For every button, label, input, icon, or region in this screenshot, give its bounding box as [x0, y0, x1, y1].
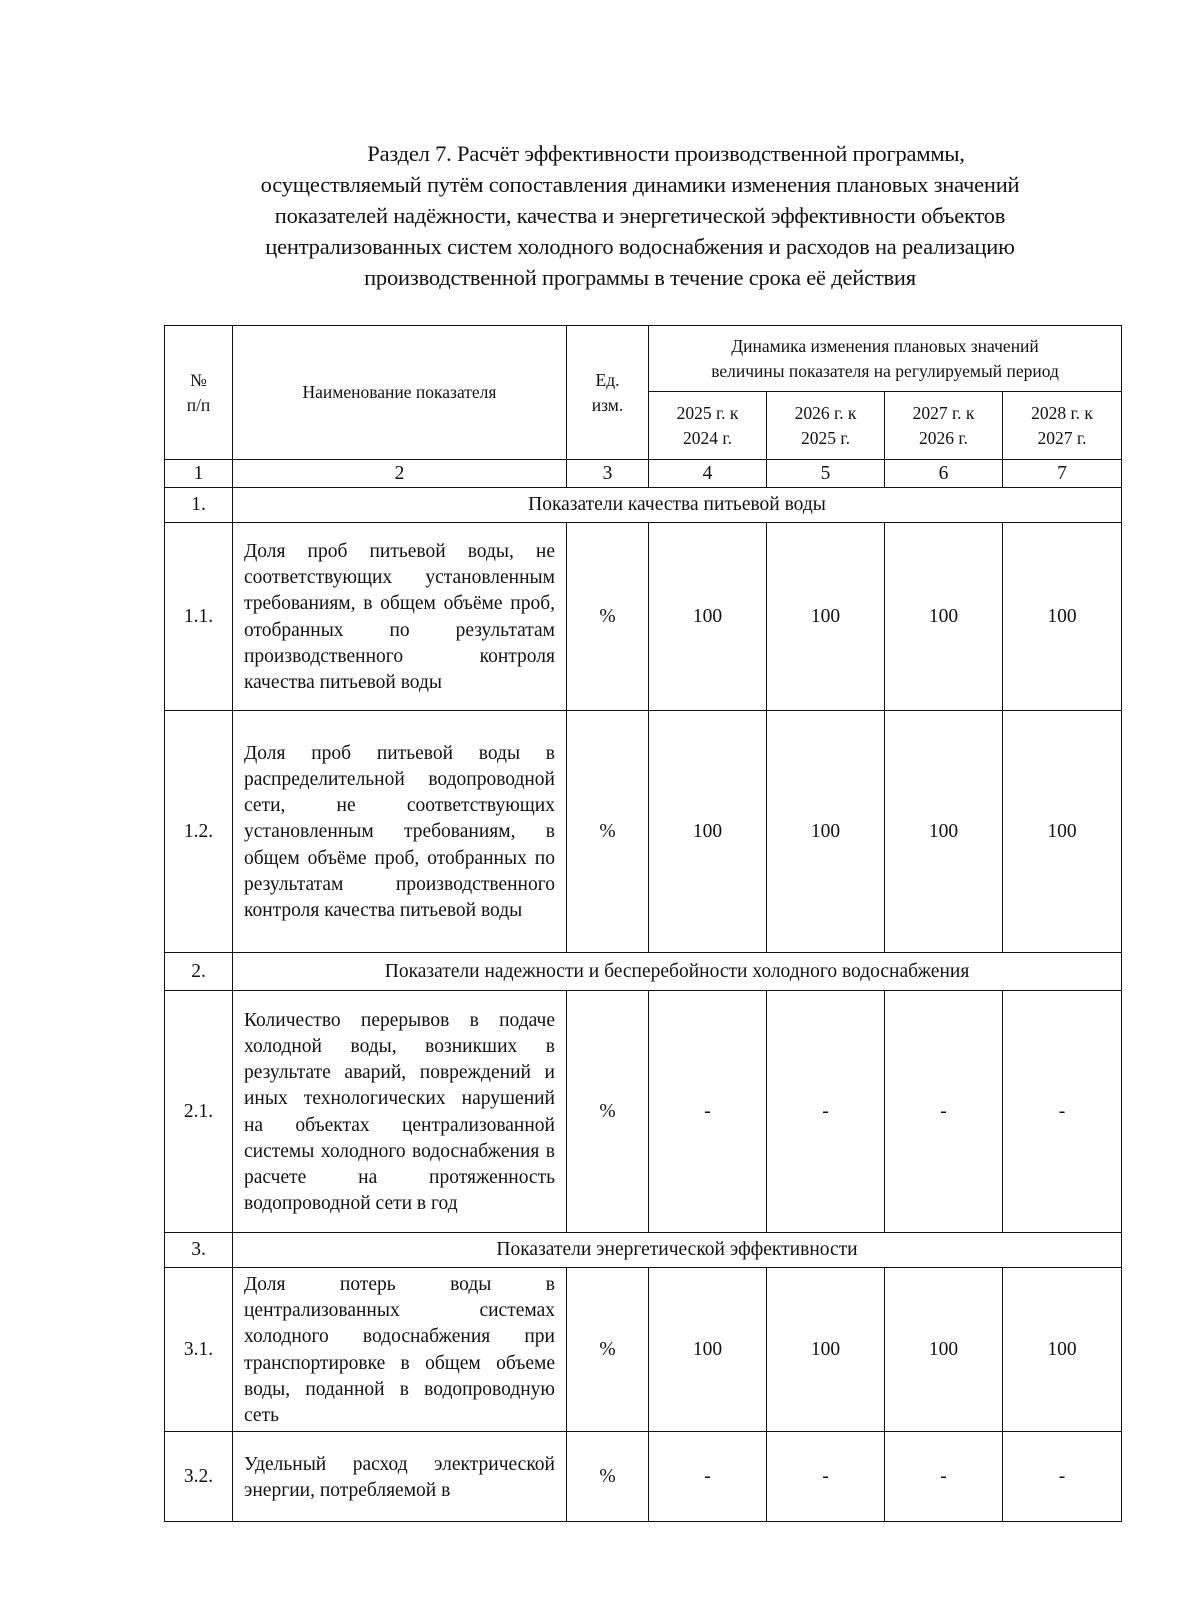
indicator-name: Доля проб питьевой воды, не соответствующих установленным требованиям, в общем объёме проб, отобранных по результатам производственного контроля качества питьевой воды [233, 523, 567, 711]
unit-cell: % [567, 1432, 649, 1522]
value-cell: - [1003, 1432, 1122, 1522]
column-number: 2 [233, 460, 567, 488]
unit-cell: % [567, 523, 649, 711]
value-cell: 100 [649, 523, 767, 711]
column-number: 4 [649, 460, 767, 488]
header-name: Наименование показателя [233, 326, 567, 460]
section-number: 1. [165, 488, 233, 523]
section-number: 3. [165, 1233, 233, 1268]
title-line: показателей надёжности, качества и энергетической эффективности объектов [274, 203, 1006, 228]
indicator-name: Доля проб питьевой воды в распределительной водопроводной сети, не соответствующих установленным требованиям, в общем объёме проб, отобранных по результатам производственного контроля качества питьевой воды [233, 711, 567, 953]
value-cell: - [649, 991, 767, 1233]
table-row [165, 1268, 1122, 1432]
indicator-name: Количество перерывов в подаче холодной воды, возникших в результате аварий, повреждений и иных технологических нарушений на объектах централизованной системы холодного водоснабжения в расчете на протяженность водопроводной сети в год [233, 991, 567, 1233]
unit-cell: % [567, 711, 649, 953]
row-number: 2.1. [165, 991, 233, 1233]
value-cell: 100 [649, 1268, 767, 1432]
indicators-table [164, 325, 1122, 1522]
title-line: осуществляемый путём сопоставления динамики изменения плановых значений [260, 172, 1020, 197]
column-number: 6 [885, 460, 1003, 488]
row-number: 1.2. [165, 711, 233, 953]
table-row [165, 1432, 1122, 1522]
value-cell: 100 [767, 523, 885, 711]
value-cell: - [767, 1432, 885, 1522]
header-number: № п/п [165, 326, 233, 460]
section-number: 2. [165, 953, 233, 991]
value-cell: 100 [1003, 1268, 1122, 1432]
unit-cell: % [567, 991, 649, 1233]
value-cell: 100 [1003, 523, 1122, 711]
value-cell: - [885, 1432, 1003, 1522]
section-title: Показатели качества питьевой воды [233, 488, 1122, 523]
row-number: 1.1. [165, 523, 233, 711]
section-row [165, 953, 1122, 991]
column-number: 7 [1003, 460, 1122, 488]
table-row [165, 523, 1122, 711]
header-period: 2025 г. к 2024 г. [649, 392, 767, 460]
header-unit: Ед. изм. [567, 326, 649, 460]
section-row [165, 488, 1122, 523]
table-row [165, 711, 1122, 953]
indicator-name: Доля потерь воды в централизованных системах холодного водоснабжения при транспортировке в общем объеме воды, поданной в водопроводную сеть [233, 1268, 567, 1432]
title-line: централизованных систем холодного водоснабжения и расходов на реализацию [265, 234, 1015, 259]
header-dynamics: Динамика изменения плановых значений величины показателя на регулируемый период [649, 326, 1122, 392]
value-cell: 100 [885, 523, 1003, 711]
column-number: 3 [567, 460, 649, 488]
document-title [200, 138, 1080, 293]
row-number: 3.1. [165, 1268, 233, 1432]
section-row [165, 1233, 1122, 1268]
value-cell: - [1003, 991, 1122, 1233]
section-title: Показатели надежности и бесперебойности холодного водоснабжения [233, 953, 1122, 991]
title-line: производственной программы в течение срока её действия [364, 265, 916, 290]
column-number: 5 [767, 460, 885, 488]
table-row [165, 991, 1122, 1233]
column-numbers-row [165, 460, 1122, 488]
value-cell: 100 [767, 1268, 885, 1432]
value-cell: 100 [649, 711, 767, 953]
value-cell: - [767, 991, 885, 1233]
row-number: 3.2. [165, 1432, 233, 1522]
value-cell: - [885, 991, 1003, 1233]
header-period: 2028 г. к 2027 г. [1003, 392, 1122, 460]
section-title: Показатели энергетической эффективности [233, 1233, 1122, 1268]
header-period: 2026 г. к 2025 г. [767, 392, 885, 460]
header-period: 2027 г. к 2026 г. [885, 392, 1003, 460]
value-cell: - [649, 1432, 767, 1522]
indicator-name: Удельный расход электрической энергии, потребляемой в [233, 1432, 567, 1522]
unit-cell: % [567, 1268, 649, 1432]
value-cell: 100 [1003, 711, 1122, 953]
column-number: 1 [165, 460, 233, 488]
value-cell: 100 [885, 711, 1003, 953]
value-cell: 100 [885, 1268, 1003, 1432]
value-cell: 100 [767, 711, 885, 953]
title-line: Раздел 7. Расчёт эффективности производственной программы, [367, 141, 965, 166]
